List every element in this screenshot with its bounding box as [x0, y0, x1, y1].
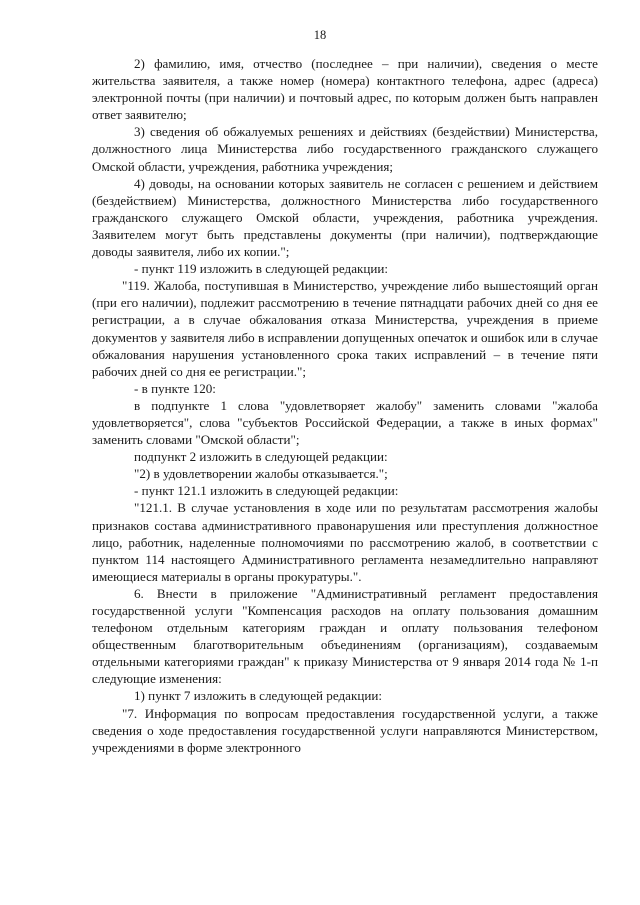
paragraph-point-119-text: "119. Жалоба, поступившая в Министерство, учреждение либо вышестоящий орган (при его наличии), подлежит рассмотрению в течение пятнадцати рабочих дней со дня ее регистрации, а в случае обжалования отказа Министерства, учреждения в приеме документов у заявителя либо в исправлении допущенных опечаток и ошибок или в случае обжалования нарушения установленного срока таких исправлений – в течение пяти рабочих дней со дня ее регистрации.";	[92, 278, 598, 379]
paragraph-point-7-instruction: 1) пункт 7 изложить в следующей редакции:	[134, 688, 382, 704]
paragraph-point-7-text: "7. Информация по вопросам предоставления государственной услуги, а также сведения о ходе предоставления государственной услуги направляются Министерством, учреждениями в форме электронного	[92, 705, 598, 755]
document-body	[92, 55, 598, 756]
paragraph-item-2: 2) фамилию, имя, отчество (последнее – при наличии), сведения о месте жительства заявителя, а также номер (номера) контактного телефона, адрес (адреса) электронной почты (при наличии) и почтовый адрес, по которым должен быть направлен ответ заявителю;	[92, 56, 598, 123]
paragraph-subpoint-2-text: "2) в удовлетворении жалобы отказывается.";	[134, 466, 388, 482]
paragraph-point-121-1-text: "121.1. В случае установления в ходе или по результатам рассмотрения жалобы признаков состава административного правонарушения или преступления должностное лицо, работник, наделенные полномочиями по рассмотрению жалоб, в соответствии с пунктом 114 настоящего Административного регламента незамедлительно направляют имеющиеся материалы в органы прокуратуры.".	[92, 500, 598, 584]
paragraph-point-120-instruction: - в пункте 120:	[134, 380, 216, 396]
paragraph-subpoint-2-instruction: подпункт 2 изложить в следующей редакции:	[134, 449, 388, 465]
paragraph-point-119-instruction: - пункт 119 изложить в следующей редакции:	[134, 261, 389, 277]
paragraph-subpoint-1-change: в подпункте 1 слова "удовлетворяет жалобу" заменить словами "жалоба удовлетворяется", слова "субъектов Российской Федерации, а также в иных формах" заменить словами "Омской области";	[92, 397, 598, 448]
paragraph-item-3: 3) сведения об обжалуемых решениях и действиях (бездействии) Министерства, должностного лица Министерства либо государственного гражданского служащего Омской области, учреждения, работника учреждения;	[92, 124, 598, 174]
paragraph-item-4: 4) доводы, на основании которых заявитель не согласен с решением и действием (бездействием) Министерства, должностного Министерства либо государственного гражданского служащего Омской области, учреждения, работника учреждения. Заявителем могут быть представлены документы (при наличии), подтверждающие доводы заявителя, либо их копии.";	[92, 175, 598, 260]
paragraph-point-121-1-instruction: - пункт 121.1 изложить в следующей редакции:	[134, 483, 399, 499]
page-number: 18	[313, 28, 327, 42]
paragraph-section-6: 6. Внести в приложение "Административный регламент предоставления государственной услуги "Компенсация расходов на оплату пользования домашним телефоном отдельным категориям граждан и оплату пользования телефоном общественным благотворительным объединениям (организациям), создаваемым отдельными категориями граждан" к приказу Министерства от 9 января 2014 года № 1-п следующие изменения:	[92, 585, 598, 687]
